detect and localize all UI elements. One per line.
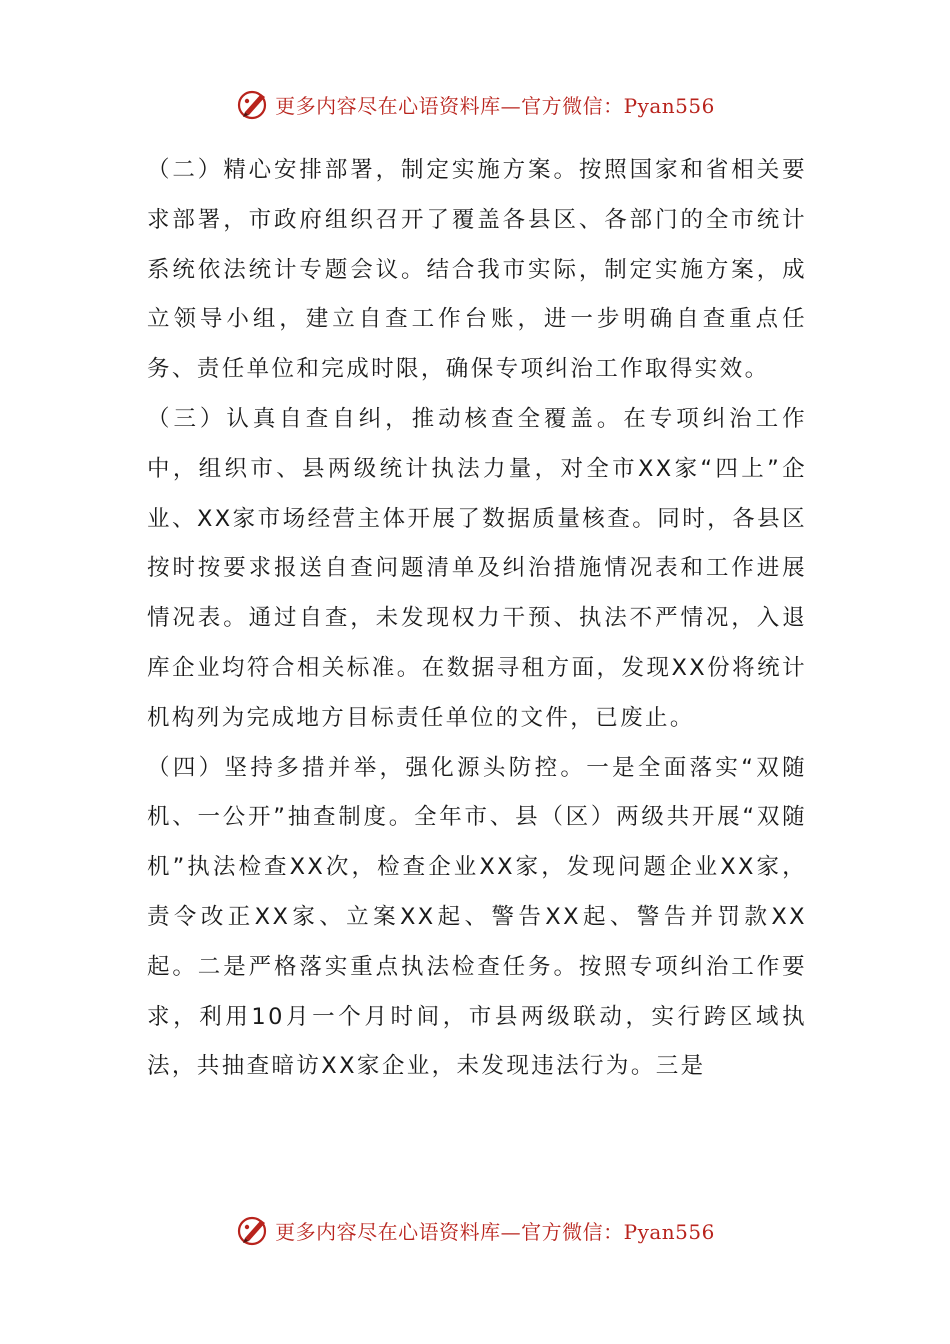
paragraph-4: （四）坚持多措并举，强化源头防控。一是全面落实“双随机、一公开”抽查制度。全年市、县（区）两级共开展“双随机”执法检查XX次，检查企业XX家，发现问题企业XX家，责令改正XX家、立案XX起、警告XX起、警告并罚款XX起。二是严格落实重点执法检查任务。按照专项纠治工作要求，利用10月一个月时间，市县两级联动，实行跨区域执法，共抽查暗访XX家企业，未发现违法行为。三是 — [147, 754, 807, 1080]
paragraph-2: （二）精心安排部署，制定实施方案。按照国家和省相关要求部署，市政府组织召开了覆盖各县区、各部门的全市统计系统依法统计专题会议。结合我市实际，制定实施方案，成立领导小组，建立自查工作台账，进一步明确自查重点任务、责任单位和完成时限，确保专项纠治工作取得实效。 — [147, 157, 807, 383]
pen-logo-icon — [235, 1212, 271, 1248]
header-banner — [0, 84, 950, 124]
pen-logo-icon — [235, 86, 271, 122]
document-body — [147, 146, 807, 1092]
header-banner-text: 更多内容尽在心语资料库—官方微信：Pyan556 — [275, 93, 715, 118]
footer-banner — [0, 1210, 950, 1250]
paragraph-3: （三）认真自查自纠，推动核查全覆盖。在专项纠治工作中，组织市、县两级统计执法力量，对全市XX家“四上”企业、XX家市场经营主体开展了数据质量核查。同时，各县区按时按要求报送自查问题清单及纠治措施情况表和工作进展情况表。通过自查，未发现权力干预、执法不严情况，入退库企业均符合相关标准。在数据寻租方面，发现XX份将统计机构列为完成地方目标责任单位的文件，已废止。 — [147, 405, 807, 731]
footer-banner-text: 更多内容尽在心语资料库—官方微信：Pyan556 — [275, 1219, 715, 1244]
